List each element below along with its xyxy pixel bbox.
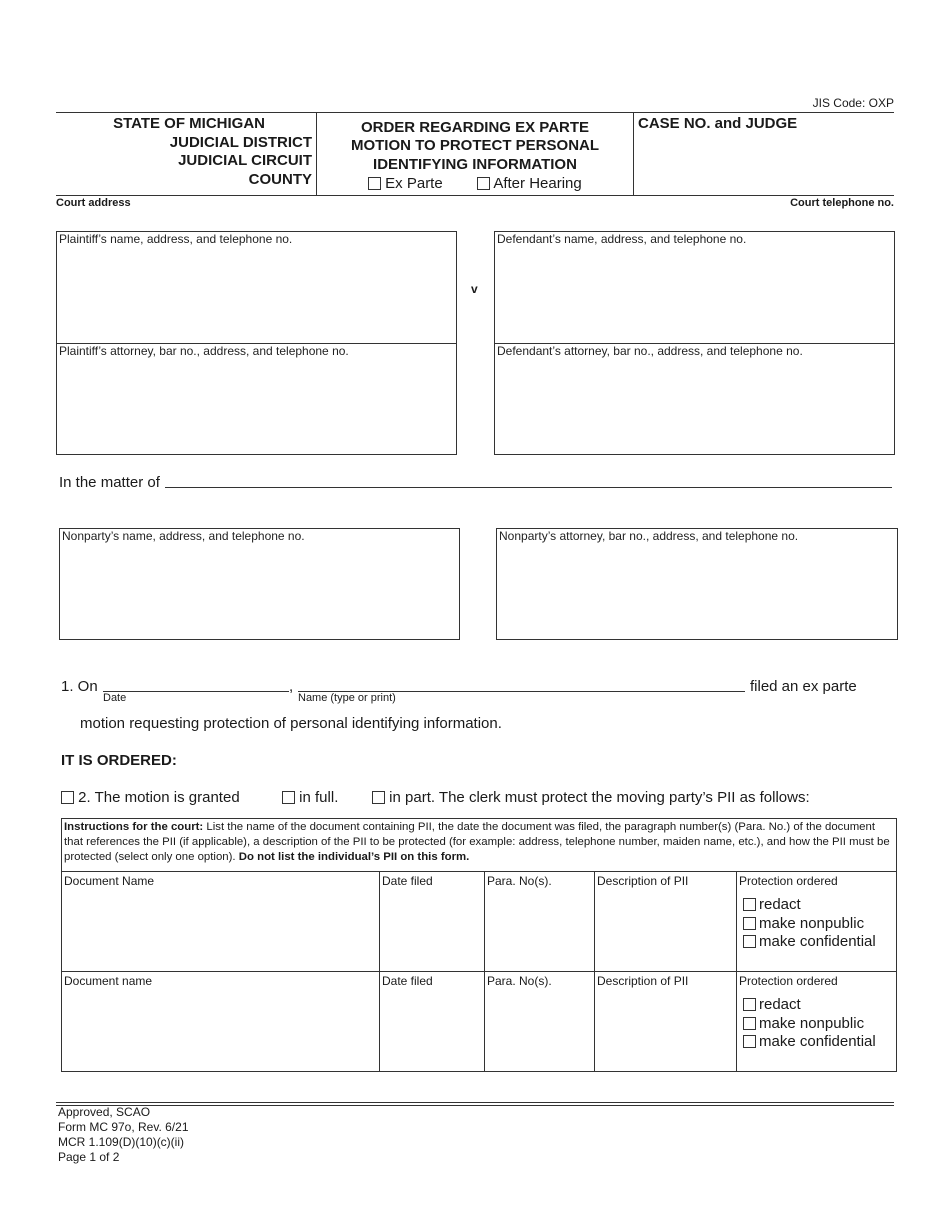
matter-of-field[interactable] — [165, 487, 892, 488]
para-no-label: Para. No(s). — [487, 874, 552, 888]
form-title-line3: IDENTIFYING INFORMATION — [373, 156, 577, 173]
confidential-label: make confidential — [759, 933, 876, 950]
header-top-rule — [56, 112, 894, 113]
in-part-checkbox[interactable] — [372, 791, 385, 804]
item1-motion-text: motion requesting protection of personal identifying information. — [80, 715, 502, 732]
form-title-line1: ORDER REGARDING EX PARTE — [360, 119, 590, 136]
nonpublic-label: make nonpublic — [759, 1014, 865, 1032]
it-is-ordered: IT IS ORDERED: — [61, 752, 177, 769]
redact-checkbox[interactable] — [743, 998, 756, 1011]
county-label: COUNTY — [248, 171, 312, 188]
protection-label: Protection ordered — [739, 974, 838, 988]
confidential-option[interactable] — [739, 933, 894, 952]
district-label: JUDICIAL DISTRICT — [169, 134, 312, 151]
redact-label: redact — [759, 996, 801, 1013]
form-title-line2: MOTION TO PROTECT PERSONAL — [350, 137, 600, 154]
date-filed-cell[interactable] — [380, 972, 485, 1072]
para-no-cell[interactable] — [485, 872, 595, 972]
para-no-cell[interactable] — [485, 972, 595, 1072]
plaintiff-attorney-label: Plaintiff’s attorney, bar no., address, and telephone no. — [59, 344, 349, 358]
nonparty-box[interactable] — [59, 528, 460, 640]
date-field[interactable] — [103, 691, 289, 692]
footer-page: Page 1 of 2 — [58, 1150, 120, 1164]
description-label: Description of PII — [597, 874, 689, 888]
after-hearing-label: After Hearing — [493, 175, 582, 192]
item1-comma: , — [289, 678, 294, 695]
matter-of-label: In the matter of — [59, 474, 160, 491]
item1-filed: filed an ex parte — [750, 678, 857, 695]
state-label: STATE OF MICHIGAN — [113, 115, 265, 132]
case-no-label: CASE NO. and JUDGE — [638, 115, 798, 132]
pii-row — [62, 972, 897, 1072]
nonpublic-label: make nonpublic — [759, 914, 865, 932]
redact-label: redact — [759, 896, 801, 913]
defendant-label: Defendant’s name, address, and telephone no. — [497, 232, 747, 246]
confidential-option[interactable] — [739, 1033, 894, 1052]
item2-granted-option[interactable] — [61, 789, 240, 806]
nonparty-label: Nonparty’s name, address, and telephone no. — [62, 529, 305, 543]
para-no-label: Para. No(s). — [487, 974, 552, 988]
footer-approved: Approved, SCAO — [58, 1105, 151, 1119]
granted-checkbox[interactable] — [61, 791, 74, 804]
nonparty-attorney-box[interactable] — [496, 528, 898, 640]
document-name-cell[interactable] — [62, 972, 380, 1072]
footer-block — [58, 1105, 189, 1165]
ex-parte-option[interactable] — [368, 175, 443, 192]
nonpublic-checkbox[interactable] — [743, 1017, 756, 1030]
instructions-cell — [62, 819, 897, 872]
footer-form: Form MC 97o, Rev. 6/21 — [58, 1120, 189, 1134]
item1-on: 1. On — [61, 678, 98, 695]
document-name-label: Document name — [64, 974, 153, 988]
pii-row — [62, 872, 897, 972]
description-cell[interactable] — [595, 972, 737, 1072]
granted-label: 2. The motion is granted — [78, 789, 240, 806]
redact-option[interactable] — [739, 896, 894, 915]
footer-rule-1 — [56, 1102, 894, 1103]
instructions-heading: Instructions for the court: — [64, 821, 204, 833]
description-label: Description of PII — [597, 974, 689, 988]
document-name-label: Document Name — [64, 874, 155, 888]
protection-cell — [737, 872, 897, 972]
nonparty-attorney-label: Nonparty’s attorney, bar no., address, and telephone no. — [499, 529, 799, 543]
nonpublic-option[interactable] — [739, 915, 894, 934]
footer-rule: MCR 1.109(D)(10)(c)(ii) — [58, 1135, 185, 1149]
redact-checkbox[interactable] — [743, 898, 756, 911]
description-cell[interactable] — [595, 872, 737, 972]
in-full-checkbox[interactable] — [282, 791, 295, 804]
jis-code: JIS Code: OXP — [812, 96, 894, 110]
court-telephone-label: Court telephone no. — [790, 197, 894, 209]
item2-in-part-option[interactable] — [372, 789, 810, 806]
nonpublic-option[interactable] — [739, 1015, 894, 1034]
after-hearing-option[interactable] — [477, 175, 582, 192]
header-bottom-rule — [56, 195, 894, 196]
versus-label: v — [471, 282, 478, 296]
court-address-label: Court address — [56, 197, 131, 209]
nonpublic-checkbox[interactable] — [743, 917, 756, 930]
defendant-attorney-label: Defendant’s attorney, bar no., address, and telephone no. — [497, 344, 803, 358]
plaintiff-label: Plaintiff’s name, address, and telephone no. — [59, 232, 293, 246]
item2-in-full-option[interactable] — [282, 789, 338, 806]
redact-option[interactable] — [739, 996, 894, 1015]
in-part-label: in part. The clerk must protect the moving party’s PII as follows: — [389, 789, 810, 806]
after-hearing-checkbox[interactable] — [477, 177, 490, 190]
confidential-label: make confidential — [759, 1033, 876, 1050]
circuit-label: JUDICIAL CIRCUIT — [178, 152, 312, 169]
date-field-label: Date — [103, 692, 127, 704]
confidential-checkbox[interactable] — [743, 935, 756, 948]
protection-label: Protection ordered — [739, 874, 838, 888]
ex-parte-checkbox[interactable] — [368, 177, 381, 190]
document-name-cell[interactable] — [62, 872, 380, 972]
ex-parte-label: Ex Parte — [385, 175, 443, 192]
date-filed-label: Date filed — [382, 974, 433, 988]
pii-table — [61, 818, 897, 1072]
in-full-label: in full. — [299, 789, 339, 806]
name-field-label: Name (type or print) — [298, 692, 396, 704]
date-filed-label: Date filed — [382, 874, 433, 888]
instructions-warning: Do not list the individual’s PII on this form. — [238, 851, 470, 863]
date-filed-cell[interactable] — [380, 872, 485, 972]
protection-cell — [737, 972, 897, 1072]
confidential-checkbox[interactable] — [743, 1035, 756, 1048]
instructions-text: List the name of the document containing PII, the date the document was filed, the paragraph number(s) (Para. No.) of the document that references the PII (if applicable), a description of the PII to be protected (for example: address, telephone number, maiden name, etc.), and how the PII must be protected (select only one option). — [64, 821, 890, 863]
